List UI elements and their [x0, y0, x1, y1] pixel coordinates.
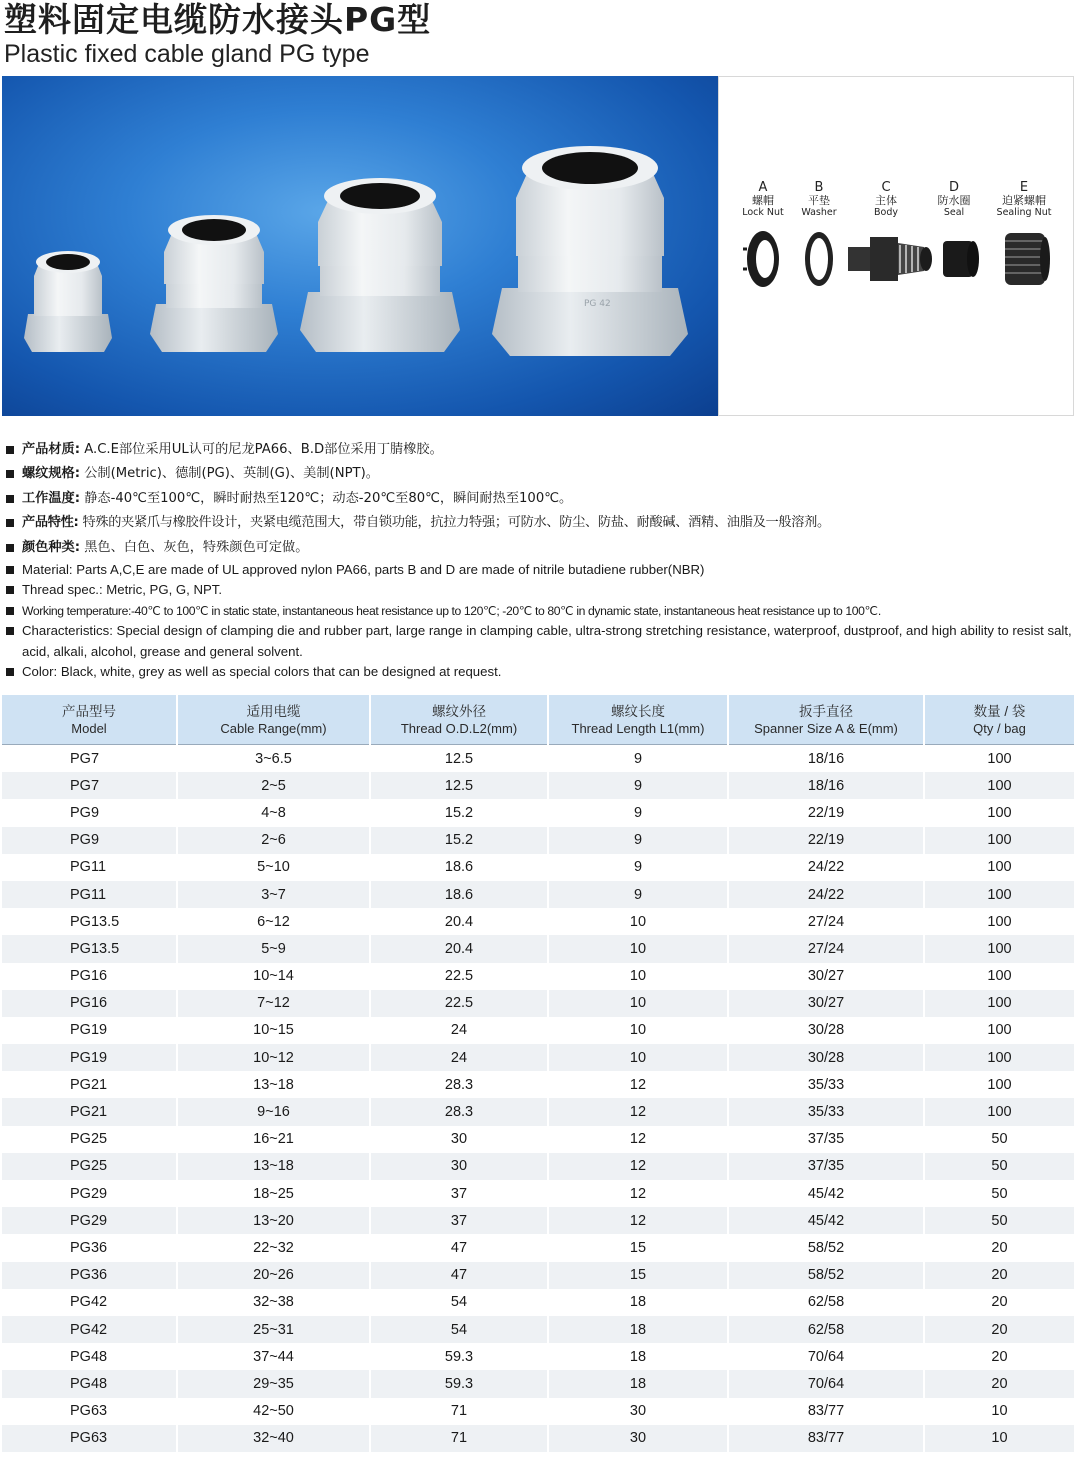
cell-cable-range: 16~21 — [177, 1126, 370, 1153]
cell-thread-od: 30 — [370, 1126, 548, 1153]
spec-temperature-cn: 工作温度: 静态-40℃至100℃，瞬时耐热至120℃；动态-20℃至80℃，瞬间耐热至100℃。 — [4, 487, 1080, 511]
cell-spanner-size: 24/22 — [728, 881, 924, 908]
cell-model: PG13.5 — [2, 935, 177, 962]
cell-qty-bag: 50 — [991, 1131, 1008, 1148]
cell-qty-bag: 100 — [987, 913, 1012, 930]
table-row — [2, 1180, 1074, 1207]
cable-glands-illustration — [2, 76, 718, 416]
spec-color-cn: 颜色种类: 黑色、白色、灰色，特殊颜色可定做。 — [4, 536, 1080, 560]
cell-cable-range: 3~7 — [177, 881, 370, 908]
cell-cable-range: 13~20 — [177, 1207, 370, 1234]
cell-thread-od: 12.5 — [370, 745, 548, 773]
table-row — [2, 1398, 1074, 1425]
table-row — [2, 1425, 1074, 1452]
gland-medium — [150, 215, 278, 352]
cell-spanner-size: 30/27 — [728, 963, 924, 990]
cell-thread-od: 15.2 — [370, 827, 548, 854]
cell-thread-od: 30 — [370, 1153, 548, 1180]
cell-spanner-size: 30/27 — [728, 990, 924, 1017]
cell-qty-bag: 100 — [987, 750, 1012, 767]
cell-thread-od: 54 — [370, 1289, 548, 1316]
cell-spanner-size: 83/77 — [728, 1398, 924, 1425]
cell-spanner-size: 30/28 — [728, 1017, 924, 1044]
cell-spanner-size: 45/42 — [728, 1207, 924, 1234]
cell-thread-od: 22.5 — [370, 990, 548, 1017]
cell-model: PG63 — [2, 1398, 177, 1425]
cell-thread-od: 71 — [370, 1425, 548, 1452]
cell-cable-range: 2~5 — [177, 772, 370, 799]
cell-model: PG36 — [2, 1262, 177, 1289]
cell-model: PG16 — [2, 963, 177, 990]
cell-model: PG13.5 — [2, 908, 177, 935]
cell-thread-length: 12 — [548, 1098, 728, 1125]
cell-qty-bag: 100 — [924, 881, 1074, 908]
gland-marking: PG 42 — [584, 299, 611, 309]
cell-model: PG63 — [2, 1425, 177, 1452]
part-a-label: A 螺帽 Lock Nut — [742, 180, 784, 218]
cell-thread-length: 10 — [548, 1017, 728, 1044]
cell-qty-bag: 100 — [924, 772, 1074, 799]
cell-thread-od: 20.4 — [370, 908, 548, 935]
cell-thread-od: 54 — [370, 1316, 548, 1343]
cell-qty-bag: 100 — [987, 968, 1012, 985]
spec-characteristics-cn: 产品特性: 特殊的夹紧爪与橡胶件设计，夹紧电缆范围大，带自锁功能，抗拉力特强；可防水、防尘、防盐、耐酸碱、酒精、油脂及一般溶剂。 — [4, 511, 1080, 535]
cell-spanner-size: 27/24 — [728, 908, 924, 935]
cell-spanner-size: 70/64 — [728, 1343, 924, 1370]
cell-spanner-size: 35/33 — [728, 1071, 924, 1098]
spec-temperature-en: Working temperature:-40℃ to 100℃ in static state, instantaneous heat resistance up to 120℃; -20℃ to 80℃ in dynamic state, instantaneous heat resistance up to 100℃. — [4, 601, 1080, 622]
sealing-nut-part — [1005, 233, 1050, 285]
spec-material-cn: 产品材质: A.C.E部位采用UL认可的尼龙PA66、B.D部位采用丁腈橡胶。 — [4, 438, 1080, 462]
cell-model: PG19 — [2, 1044, 177, 1071]
cell-model: PG16 — [2, 990, 177, 1017]
cell-thread-length: 30 — [548, 1425, 728, 1452]
part-c-label: C 主体 Body — [874, 180, 898, 218]
cell-qty-bag: 50 — [924, 1207, 1074, 1234]
cell-thread-length: 18 — [548, 1289, 728, 1316]
cell-cable-range: 9~16 — [177, 1098, 370, 1125]
table-row — [2, 1207, 1074, 1234]
cell-cable-range: 37~44 — [177, 1343, 370, 1370]
cell-qty-bag: 100 — [987, 859, 1012, 876]
cell-spanner-size: 37/35 — [728, 1126, 924, 1153]
header-cable-range: 适用电缆 Cable Range(mm) — [177, 695, 370, 745]
table-body — [2, 745, 1074, 1452]
cell-model: PG11 — [2, 854, 177, 881]
page-title-en: Plastic fixed cable gland PG type — [4, 40, 370, 68]
bullet-icon — [6, 495, 14, 503]
table-row — [2, 772, 1074, 799]
cell-cable-range: 7~12 — [177, 990, 370, 1017]
bullet-icon — [6, 566, 14, 574]
cell-thread-length: 9 — [548, 827, 728, 854]
table-row — [2, 1017, 1074, 1044]
cell-cable-range: 5~9 — [177, 935, 370, 962]
cell-cable-range: 32~40 — [177, 1425, 370, 1452]
page-title-cn: 塑料固定电缆防水接头PG型 — [4, 0, 432, 39]
cell-cable-range: 10~12 — [177, 1044, 370, 1071]
header-qty-bag: 数量 / 袋 Qty / bag — [924, 695, 1074, 745]
cell-model: PG42 — [2, 1289, 177, 1316]
seal-part — [943, 241, 979, 277]
cell-model: PG21 — [2, 1098, 177, 1125]
part-e-label: E 迫紧螺帽 Sealing Nut — [996, 180, 1052, 218]
cell-cable-range: 18~25 — [177, 1180, 370, 1207]
cell-qty-bag: 10 — [924, 1425, 1074, 1452]
cell-spanner-size: 45/42 — [728, 1180, 924, 1207]
cell-thread-od: 24 — [370, 1044, 548, 1071]
spec-characteristics-en: Characteristics: Special design of clamping die and rubber part, large range in clamping cable, ultra-strong stretching resistance, waterproof, dustproof, and high ability to resist salt, acid, alkali, alcohol, grease and general solvent. — [4, 621, 1080, 662]
cell-model: PG21 — [2, 1071, 177, 1098]
specification-list — [4, 438, 1080, 683]
table-row — [2, 799, 1074, 826]
cell-thread-od: 12.5 — [370, 772, 548, 799]
cell-model: PG19 — [2, 1017, 177, 1044]
bullet-icon — [6, 627, 14, 635]
table-header-row — [2, 695, 1074, 745]
table-row — [2, 881, 1074, 908]
cell-model: PG9 — [2, 799, 177, 826]
cell-qty-bag: 100 — [924, 990, 1074, 1017]
cell-qty-bag: 100 — [924, 1098, 1074, 1125]
table-row — [2, 935, 1074, 962]
cell-cable-range: 10~15 — [177, 1017, 370, 1044]
cell-thread-od: 18.6 — [370, 881, 548, 908]
bullet-icon — [6, 470, 14, 478]
cell-thread-length: 30 — [548, 1398, 728, 1425]
cell-qty-bag: 20 — [991, 1348, 1008, 1365]
cell-thread-od: 37 — [370, 1180, 548, 1207]
cell-thread-od: 47 — [370, 1234, 548, 1261]
cell-spanner-size: 18/16 — [728, 745, 924, 773]
cell-thread-od: 28.3 — [370, 1098, 548, 1125]
cell-thread-length: 9 — [548, 881, 728, 908]
cell-thread-length: 12 — [548, 1207, 728, 1234]
cell-thread-od: 59.3 — [370, 1370, 548, 1397]
cell-cable-range: 4~8 — [177, 799, 370, 826]
header-thread-od: 螺纹外径 Thread O.D.L2(mm) — [370, 695, 548, 745]
cell-thread-od: 22.5 — [370, 963, 548, 990]
table-row — [2, 1262, 1074, 1289]
cell-thread-length: 9 — [548, 799, 728, 826]
table-row — [2, 1126, 1074, 1153]
cell-thread-length: 10 — [548, 1044, 728, 1071]
cell-thread-length: 18 — [548, 1370, 728, 1397]
spec-color-en: Color: Black, white, grey as well as special colors that can be designed at request. — [4, 662, 1080, 683]
cell-model: PG48 — [2, 1370, 177, 1397]
gland-largest — [492, 146, 688, 356]
spec-thread-cn: 螺纹规格: 公制(Metric)、德制(PG)、英制(G)、美制(NPT)。 — [4, 462, 1080, 486]
cell-model: PG29 — [2, 1207, 177, 1234]
washer-part — [805, 232, 833, 286]
cell-qty-bag: 20 — [924, 1316, 1074, 1343]
cell-cable-range: 13~18 — [177, 1153, 370, 1180]
bullet-icon — [6, 586, 14, 594]
cell-cable-range: 42~50 — [177, 1398, 370, 1425]
cell-qty-bag: 100 — [924, 1044, 1074, 1071]
cell-thread-length: 10 — [548, 908, 728, 935]
cell-qty-bag: 20 — [924, 1262, 1074, 1289]
bullet-icon — [6, 668, 14, 676]
cell-spanner-size: 62/58 — [728, 1289, 924, 1316]
spec-material-en: Material: Parts A,C,E are made of UL approved nylon PA66, parts B and D are made of nitrile butadiene rubber(NBR) — [4, 560, 1080, 581]
table-row — [2, 745, 1074, 773]
cell-qty-bag: 100 — [924, 827, 1074, 854]
cell-cable-range: 13~18 — [177, 1071, 370, 1098]
cell-thread-od: 59.3 — [370, 1343, 548, 1370]
cell-thread-od: 24 — [370, 1017, 548, 1044]
cell-model: PG42 — [2, 1316, 177, 1343]
exploded-parts-drawing — [719, 225, 1073, 305]
bullet-icon — [6, 544, 14, 552]
table-row — [2, 1098, 1074, 1125]
cell-model: PG29 — [2, 1180, 177, 1207]
cell-qty-bag: 100 — [987, 1022, 1012, 1039]
cell-thread-length: 10 — [548, 990, 728, 1017]
table-row — [2, 1153, 1074, 1180]
cell-cable-range: 25~31 — [177, 1316, 370, 1343]
header-model: 产品型号 Model — [2, 695, 177, 745]
cell-thread-length: 10 — [548, 935, 728, 962]
body-part — [848, 237, 932, 281]
cell-spanner-size: 58/52 — [728, 1262, 924, 1289]
table-row — [2, 908, 1074, 935]
cell-spanner-size: 30/28 — [728, 1044, 924, 1071]
cell-thread-length: 18 — [548, 1343, 728, 1370]
gland-small — [24, 251, 112, 352]
cell-spanner-size: 62/58 — [728, 1316, 924, 1343]
cell-spanner-size: 70/64 — [728, 1370, 924, 1397]
cell-model: PG9 — [2, 827, 177, 854]
cell-model: PG48 — [2, 1343, 177, 1370]
cell-thread-length: 10 — [548, 963, 728, 990]
cell-cable-range: 20~26 — [177, 1262, 370, 1289]
table-row — [2, 1044, 1074, 1071]
cell-thread-length: 18 — [548, 1316, 728, 1343]
cell-thread-length: 9 — [548, 745, 728, 773]
cell-cable-range: 22~32 — [177, 1234, 370, 1261]
bullet-icon — [6, 607, 14, 615]
table-row — [2, 827, 1074, 854]
table-row — [2, 1289, 1074, 1316]
cell-spanner-size: 22/19 — [728, 799, 924, 826]
bullet-icon — [6, 446, 14, 454]
cell-qty-bag: 50 — [924, 1153, 1074, 1180]
cell-spanner-size: 37/35 — [728, 1153, 924, 1180]
table-row — [2, 854, 1074, 881]
cell-thread-od: 28.3 — [370, 1071, 548, 1098]
cell-thread-length: 12 — [548, 1153, 728, 1180]
cell-thread-length: 9 — [548, 772, 728, 799]
table-row — [2, 963, 1074, 990]
cell-thread-length: 9 — [548, 854, 728, 881]
cell-spanner-size: 83/77 — [728, 1425, 924, 1452]
cell-cable-range: 2~6 — [177, 827, 370, 854]
specification-table — [2, 695, 1074, 1452]
product-photo-banner — [2, 76, 718, 416]
cell-spanner-size: 18/16 — [728, 772, 924, 799]
cell-model: PG7 — [2, 745, 177, 773]
cell-cable-range: 6~12 — [177, 908, 370, 935]
cell-thread-od: 15.2 — [370, 799, 548, 826]
cell-qty-bag: 100 — [987, 804, 1012, 821]
cell-qty-bag: 100 — [987, 1076, 1012, 1093]
table-row — [2, 1343, 1074, 1370]
cell-spanner-size: 58/52 — [728, 1234, 924, 1261]
cell-spanner-size: 35/33 — [728, 1098, 924, 1125]
cell-thread-length: 12 — [548, 1126, 728, 1153]
spec-thread-en: Thread spec.: Metric, PG, G, NPT. — [4, 580, 1080, 601]
cell-qty-bag: 100 — [924, 935, 1074, 962]
cell-cable-range: 3~6.5 — [177, 745, 370, 773]
cell-cable-range: 5~10 — [177, 854, 370, 881]
cell-thread-od: 37 — [370, 1207, 548, 1234]
cell-cable-range: 10~14 — [177, 963, 370, 990]
cell-cable-range: 29~35 — [177, 1370, 370, 1397]
part-b-label: B 平垫 Washer — [801, 180, 837, 218]
bullet-icon — [6, 519, 14, 527]
cell-qty-bag: 20 — [991, 1239, 1008, 1256]
header-spanner-size: 扳手直径 Spanner Size A & E(mm) — [728, 695, 924, 745]
cell-spanner-size: 27/24 — [728, 935, 924, 962]
cell-model: PG25 — [2, 1153, 177, 1180]
cell-spanner-size: 22/19 — [728, 827, 924, 854]
cell-thread-length: 12 — [548, 1071, 728, 1098]
cell-qty-bag: 50 — [991, 1185, 1008, 1202]
parts-diagram-panel — [718, 76, 1074, 416]
cell-cable-range: 32~38 — [177, 1289, 370, 1316]
part-d-label: D 防水圈 Seal — [937, 180, 971, 218]
table-row — [2, 1370, 1074, 1397]
cell-thread-od: 71 — [370, 1398, 548, 1425]
cell-thread-od: 18.6 — [370, 854, 548, 881]
cell-model: PG11 — [2, 881, 177, 908]
cell-qty-bag: 20 — [991, 1294, 1008, 1311]
cell-model: PG7 — [2, 772, 177, 799]
cell-thread-length: 15 — [548, 1234, 728, 1261]
cell-thread-od: 20.4 — [370, 935, 548, 962]
table-row — [2, 990, 1074, 1017]
cell-model: PG25 — [2, 1126, 177, 1153]
cell-qty-bag: 10 — [991, 1403, 1008, 1420]
table-row — [2, 1316, 1074, 1343]
cell-model: PG36 — [2, 1234, 177, 1261]
cell-thread-length: 12 — [548, 1180, 728, 1207]
lock-nut-part — [743, 231, 779, 287]
cell-thread-od: 47 — [370, 1262, 548, 1289]
cell-qty-bag: 20 — [924, 1370, 1074, 1397]
table-row — [2, 1234, 1074, 1261]
gland-large — [300, 178, 460, 352]
cell-spanner-size: 24/22 — [728, 854, 924, 881]
header-thread-length: 螺纹长度 Thread Length L1(mm) — [548, 695, 728, 745]
table-row — [2, 1071, 1074, 1098]
cell-thread-length: 15 — [548, 1262, 728, 1289]
